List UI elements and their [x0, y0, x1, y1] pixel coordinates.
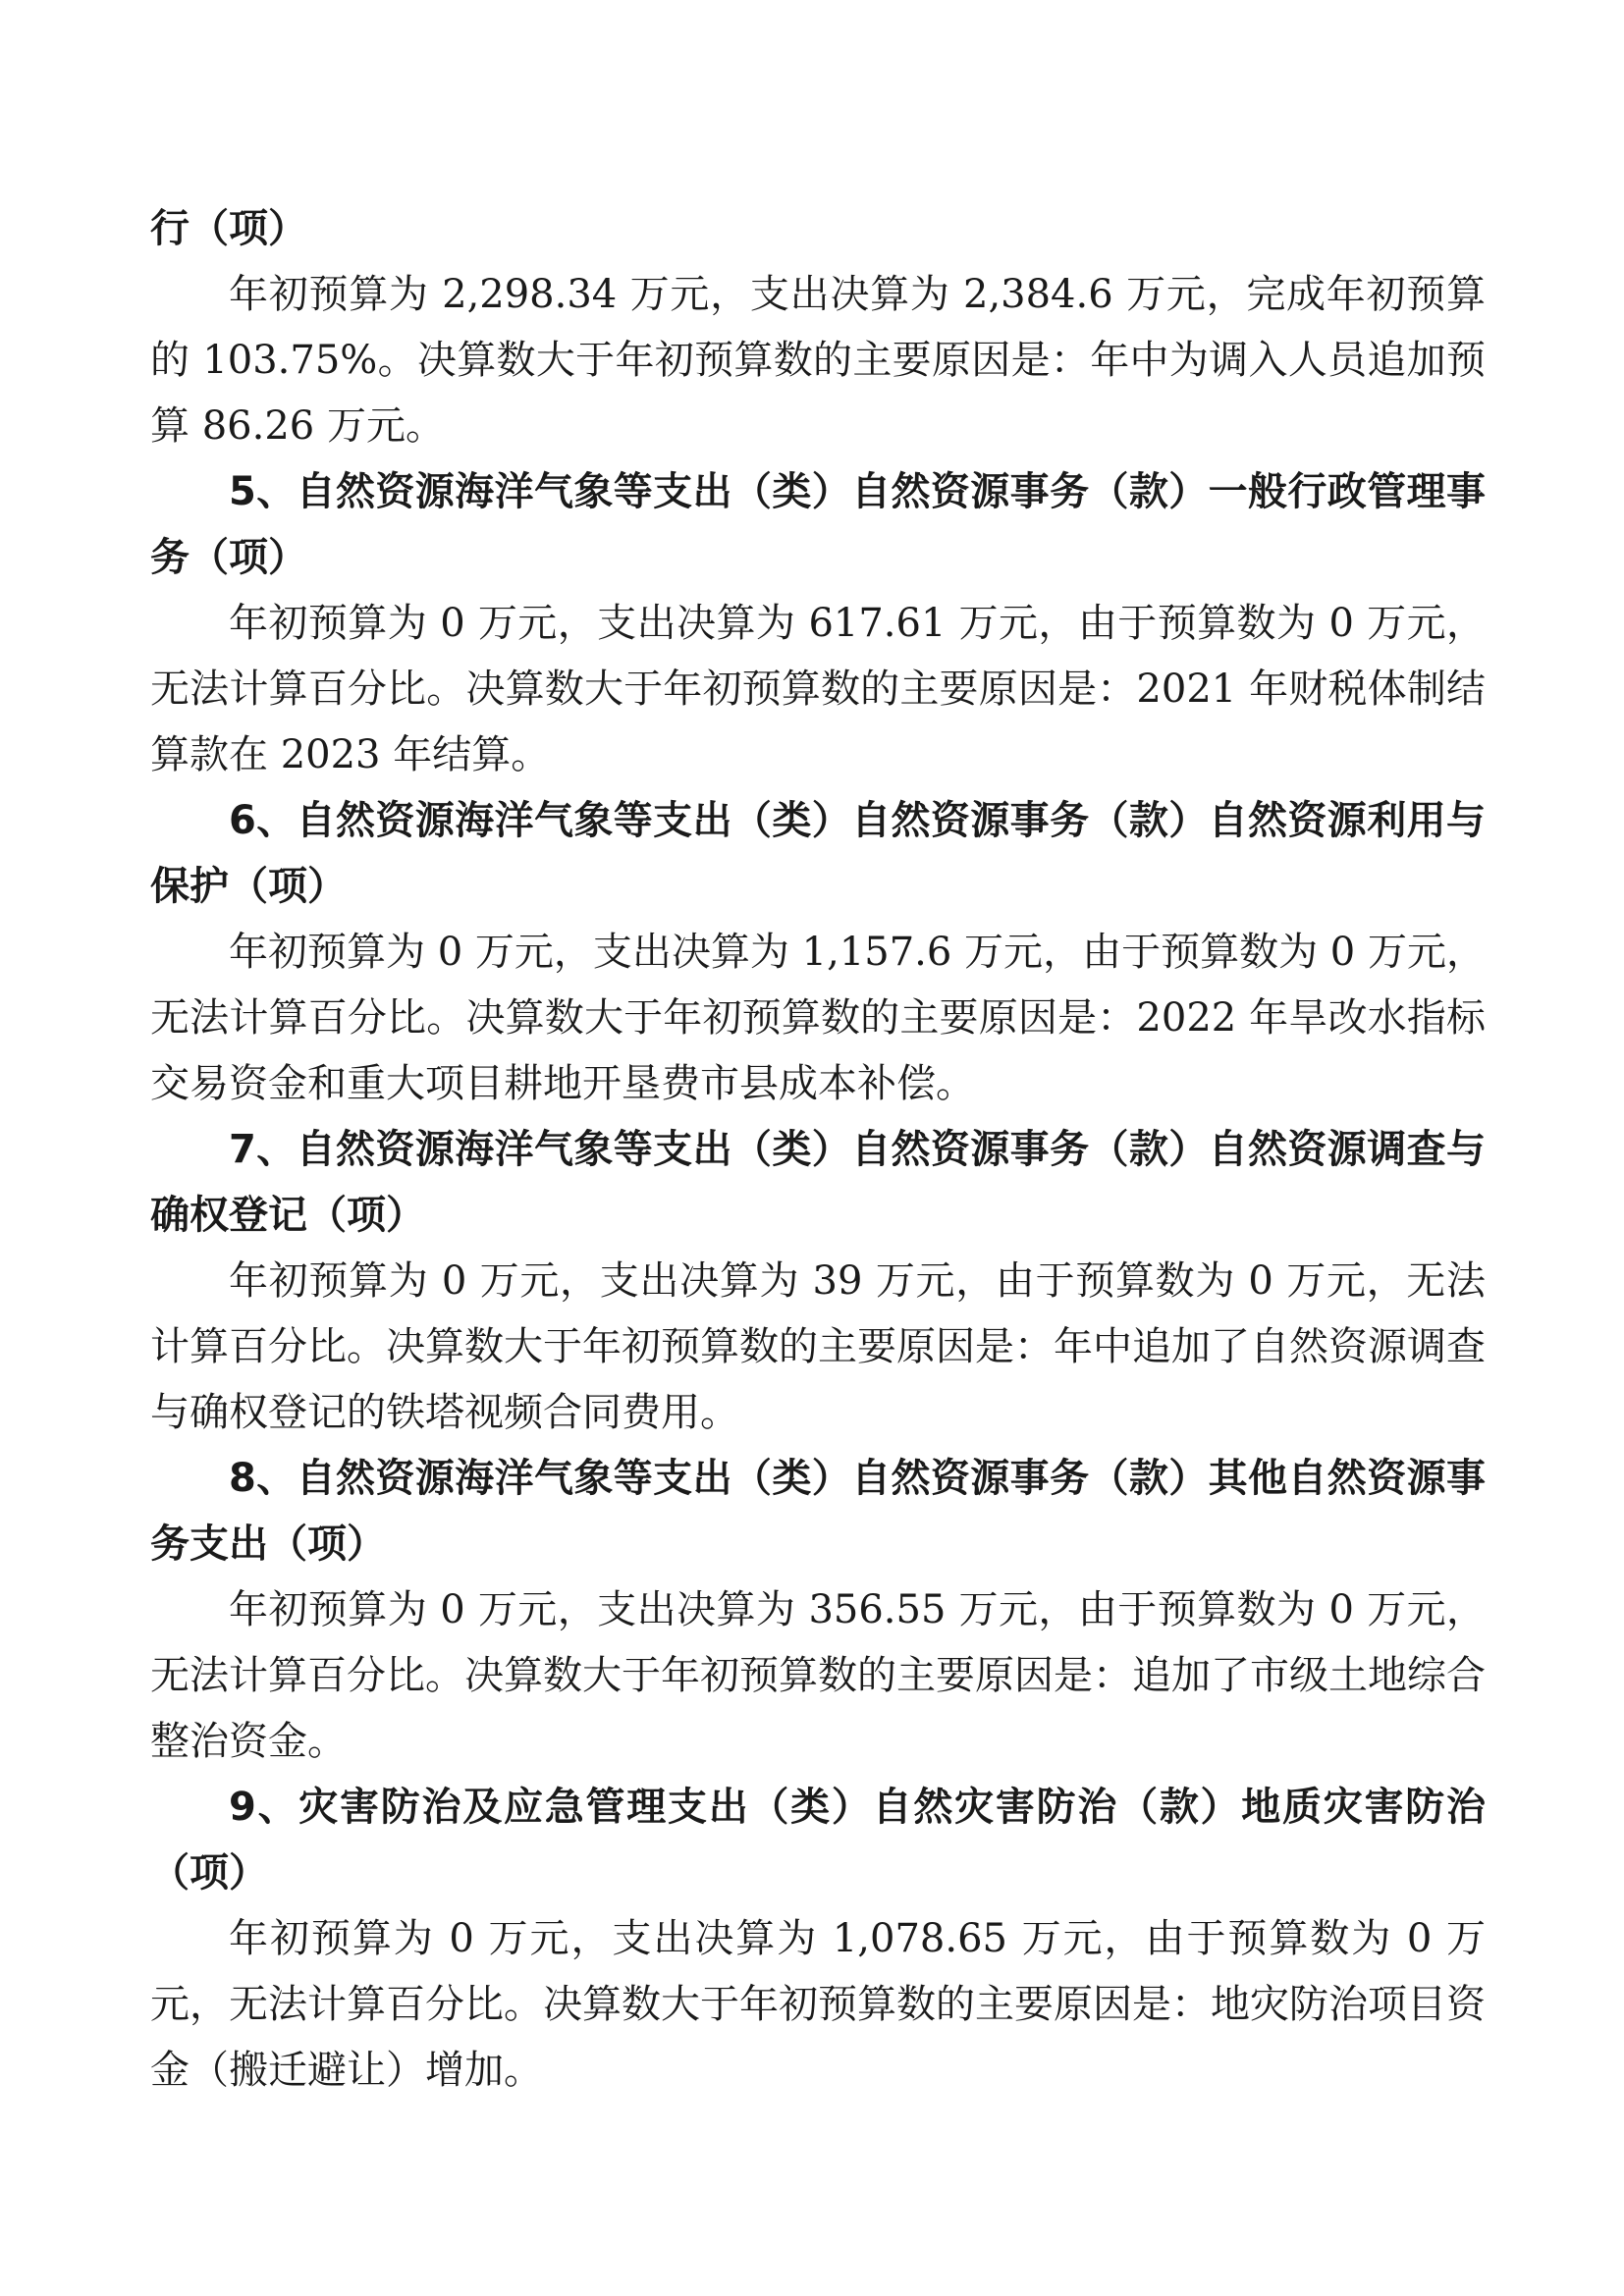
section-heading-8: 8、自然资源海洋气象等支出（类）自然资源事务（款）其他自然资源事务支出（项）: [150, 1456, 1486, 1567]
paragraph-item-6: 年初预算为 0 万元，支出决算为 1,157.6 万元，由于预算数为 0 万元，无法计算百分比。决算数大于年初预算数的主要原因是：2022 年旱改水指标交易资金和重大项目耕地开垦费市县成本补偿。: [150, 930, 1486, 1106]
document-page: [150, 196, 1486, 2104]
section-heading-9: 9、灾害防治及应急管理支出（类）自然灾害防治（款）地质灾害防治（项）: [150, 1785, 1486, 1896]
section-heading-5: 5、自然资源海洋气象等支出（类）自然资源事务（款）一般行政管理事务（项）: [150, 469, 1486, 580]
paragraph-item-5: 年初预算为 0 万元，支出决算为 617.61 万元，由于预算数为 0 万元，无法计算百分比。决算数大于年初预算数的主要原因是：2021 年财税体制结算款在 2023 年结算。: [150, 601, 1486, 777]
paragraph-item-8: 年初预算为 0 万元，支出决算为 356.55 万元，由于预算数为 0 万元，无法计算百分比。决算数大于年初预算数的主要原因是：追加了市级土地综合整治资金。: [150, 1587, 1486, 1764]
paragraph-item-4: 年初预算为 2,298.34 万元，支出决算为 2,384.6 万元，完成年初预算的 103.75%。决算数大于年初预算数的主要原因是：年中为调入人员追加预算 86.26 万元。: [150, 272, 1486, 449]
section-heading-continued: 行（项）: [150, 206, 307, 251]
paragraph-item-9: 年初预算为 0 万元，支出决算为 1,078.65 万元，由于预算数为 0 万元，无法计算百分比。决算数大于年初预算数的主要原因是：地灾防治项目资金（搬迁避让）增加。: [150, 1916, 1486, 2093]
section-heading-6: 6、自然资源海洋气象等支出（类）自然资源事务（款）自然资源利用与保护（项）: [150, 798, 1486, 909]
section-heading-7: 7、自然资源海洋气象等支出（类）自然资源事务（款）自然资源调查与确权登记（项）: [150, 1127, 1486, 1238]
paragraph-item-7: 年初预算为 0 万元，支出决算为 39 万元，由于预算数为 0 万元，无法计算百分比。决算数大于年初预算数的主要原因是：年中追加了自然资源调查与确权登记的铁塔视频合同费用。: [150, 1258, 1486, 1435]
